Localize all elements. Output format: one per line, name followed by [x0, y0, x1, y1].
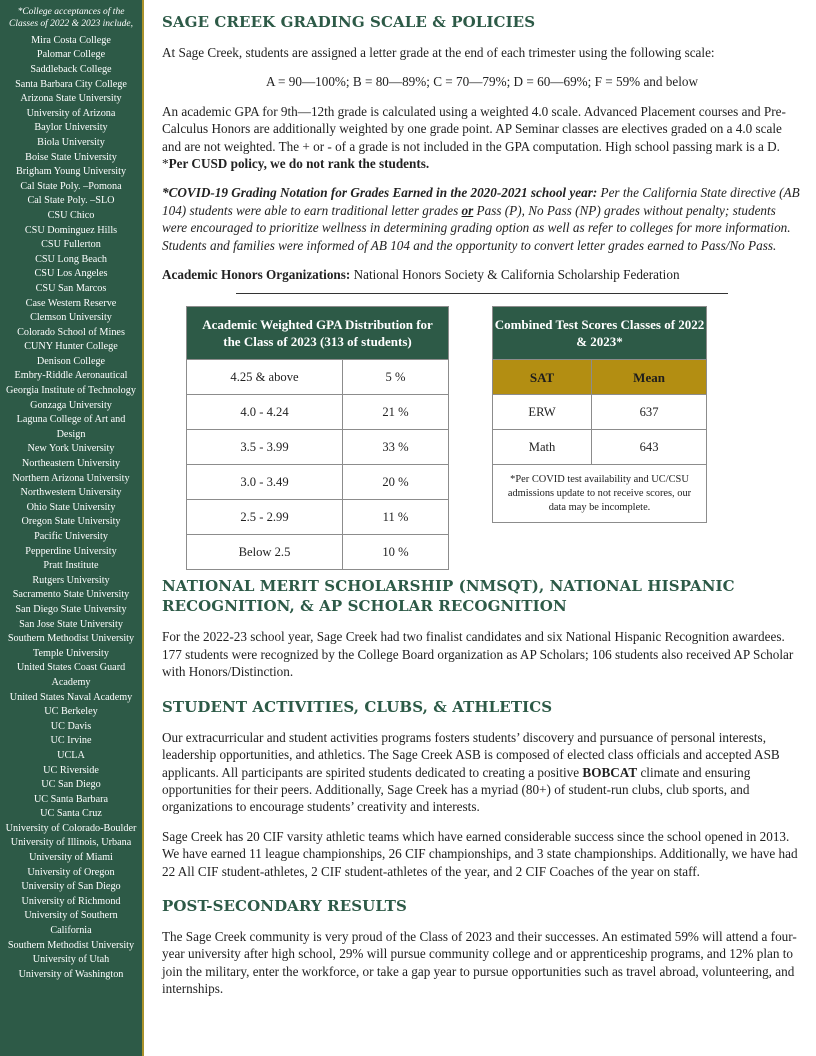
college-item: Pepperdine University — [25, 545, 117, 557]
honors-label: Academic Honors Organizations: — [162, 267, 351, 283]
grading-heading: SAGE CREEK GRADING SCALE & POLICIES — [162, 13, 536, 31]
college-item: University of Oregon — [27, 866, 115, 878]
college-acceptances-sidebar — [0, 0, 144, 1056]
college-item: Northern Arizona University — [12, 472, 130, 484]
tables-area — [162, 306, 802, 576]
table-row — [187, 500, 449, 535]
college-item: Case Western Reserve — [25, 297, 117, 309]
covid-text-1: Per the California State directive (AB 104) students were able to earn traditional letter grades — [162, 185, 800, 218]
gpa-percent-cell: 10 % — [343, 535, 449, 570]
table-row — [187, 465, 449, 500]
college-item: Sacramento State University — [12, 589, 130, 601]
test-col-sat: SAT — [493, 360, 592, 395]
gpa-policy-text: An academic GPA for 9th—12th grade is calculated using a weighted 4.0 scale. Advanced Placement courses and Pre-Calculus Honors are additionally weighted by one grade point. AP Seminar classes are electives graded on a 4.0 scale and are not weighted. The + or - of a grade is not included in the GPA computation. High school passing mark is a D. * — [162, 103, 786, 172]
college-item: Southern Methodist University — [7, 633, 135, 645]
college-item: Georgia Institute of Technology — [6, 385, 136, 397]
college-item: Rutgers University — [32, 574, 110, 586]
college-item: Santa Barbara City College — [15, 78, 127, 90]
gpa-percent-cell: 11 % — [343, 500, 449, 535]
section-divider — [236, 293, 728, 294]
college-item: UCLA — [57, 749, 85, 761]
college-item: University of Richmond — [21, 895, 121, 907]
test-mean-cell: 643 — [592, 430, 707, 465]
activities-text-a: Our extracurricular and student activities programs fosters students’ discovery and pursuance of personal interests, leadership opportunities, and athletics. The Sage Creek ASB is composed of elected class officials and accepted ASB applicants. All participants are spirited students dedicated to creating a positive — [162, 729, 780, 780]
table-row — [187, 430, 449, 465]
college-item: Cal State Poly. –Pomona — [20, 180, 122, 192]
postsecondary-heading: POST-SECONDARY RESULTS — [162, 896, 407, 915]
college-item: UC Santa Cruz — [40, 808, 102, 820]
college-item: Baylor University — [34, 122, 108, 134]
college-item: University of Washington — [18, 968, 124, 980]
college-item: University of Arizona — [26, 107, 116, 119]
college-item: University of Southern California — [24, 910, 118, 937]
gpa-percent-cell: 20 % — [343, 465, 449, 500]
college-item: Boise State University — [25, 151, 117, 163]
grading-intro: At Sage Creek, students are assigned a letter grade at the end of each trimester using the following scale: — [162, 45, 715, 60]
college-item: Oregon State University — [21, 516, 121, 528]
college-item: CUNY Hunter College — [24, 341, 118, 353]
gpa-percent-cell: 33 % — [343, 430, 449, 465]
covid-text-2: Pass (P), No Pass (NP) grades without penalty; students were encouraged to prioritize wellness in determining grading option as well as refer to colleges for more information. Students and families were informed of AB 104 and the opportunity to convert letter grades earned to Pass/No Pass. — [162, 202, 791, 253]
college-item: CSU Dominguez Hills — [24, 224, 118, 236]
college-item: Denison College — [36, 355, 106, 367]
college-item: Pratt Institute — [43, 560, 99, 572]
college-list — [0, 34, 142, 983]
college-item: New York University — [27, 443, 115, 455]
test-section-cell: Math — [493, 430, 592, 465]
activities-paragraph-1 — [162, 729, 802, 816]
gpa-range-cell: 4.0 - 4.24 — [187, 395, 343, 430]
test-col-mean: Mean — [592, 360, 707, 395]
college-item: UC Berkeley — [44, 706, 98, 718]
college-item: United States Naval Academy — [9, 691, 133, 703]
test-table-note: *Per COVID test availability and UC/CSU admissions update to not receive scores, our data may be incomplete. — [493, 465, 707, 523]
postsecondary-text: The Sage Creek community is very proud of the Class of 2023 and their successes. An estimated 59% will attend a four-year university after high school, 29% will pursue community college and or apprenticeship programs, and 12% plan to join the military, enter the workforce, or take a gap year to pursue opportunities such as travel abroad, volunteering, and internships. — [162, 928, 797, 997]
college-item: Colorado School of Mines — [17, 326, 125, 338]
college-item: Northeastern University — [21, 458, 121, 470]
gpa-range-cell: 4.25 & above — [187, 360, 343, 395]
college-item: Pacific University — [34, 531, 108, 542]
gpa-table-title: Academic Weighted GPA Distribution for the Class of 2023 (313 of students) — [187, 307, 449, 360]
college-item: UC Irvine — [50, 735, 92, 747]
college-item: Palomar College — [36, 49, 106, 61]
college-item: CSU San Marcos — [35, 282, 107, 294]
college-item: UC Santa Barbara — [33, 793, 109, 805]
college-item: Northwestern University — [20, 487, 122, 499]
college-item: Southern Methodist University — [7, 939, 135, 951]
test-table-title: Combined Test Scores Classes of 2022 & 2023* — [493, 307, 707, 360]
table-row — [493, 430, 707, 465]
college-item: University of San Diego — [21, 881, 121, 893]
college-item: University of Colorado-Boulder — [5, 822, 137, 834]
activities-text-b: climate and ensuring opportunities for their peers. Additionally, Sage Creek has a myriad (80+) of student-run clubs, club sports, and organizations to encourage students’ creativity and interests. — [162, 764, 751, 815]
college-item: Saddleback College — [30, 64, 112, 75]
honors-text: National Honors Society & California Scholarship Federation — [350, 267, 680, 283]
college-item: UC San Diego — [41, 779, 101, 791]
college-item: CSU Fullerton — [41, 239, 101, 251]
gpa-distribution-table — [186, 306, 449, 570]
college-item: Mira Costa College — [31, 34, 111, 46]
college-item: Embry-Riddle Aeronautical — [14, 370, 128, 382]
gpa-percent-cell: 5 % — [343, 360, 449, 395]
activities-paragraph-2: Sage Creek has 20 CIF varsity athletic teams which have earned considerable success since the school opened in 2013. We have earned 11 league championships, 26 CIF championships, and 3 state championships. Additionally, we have had 22 All CIF student-athletes, 2 CIF student-athletes of the year, and 2 CIF Coaches of the year on staff. — [162, 828, 798, 879]
covid-or: or — [461, 202, 474, 218]
bobcat-text: BOBCAT — [582, 764, 638, 780]
college-item: Ohio State University — [26, 501, 116, 513]
activities-heading: STUDENT ACTIVITIES, CLUBS, & ATHLETICS — [162, 697, 553, 716]
gpa-policy-bold: Per CUSD policy, we do not rank the students. — [168, 156, 430, 172]
test-section-cell: ERW — [493, 395, 592, 430]
college-item: UC Davis — [50, 720, 92, 732]
college-item: Gonzaga University — [30, 399, 112, 411]
main-content — [162, 12, 802, 998]
covid-notation — [162, 184, 802, 254]
college-item: San Diego State University — [15, 603, 127, 615]
gpa-range-cell: 2.5 - 2.99 — [187, 500, 343, 535]
merit-text: For the 2022-23 school year, Sage Creek had two finalist candidates and six National Hispanic Recognition awardees. 177 students were recognized by the College Board organization as AP Scholars; 106 students also received AP Scholar with Honors/Distinction. — [162, 629, 794, 680]
honors-organizations — [162, 266, 802, 283]
college-item: Cal State Poly. –SLO — [27, 195, 115, 207]
table-row — [187, 395, 449, 430]
college-item: Temple University — [33, 647, 109, 659]
college-item: UC Riverside — [43, 764, 99, 776]
covid-heading: *COVID-19 Grading Notation for Grades Earned in the 2020-2021 school year: — [162, 185, 598, 201]
sidebar-intro: *College acceptances of the Classes of 2022 & 2023 include, — [8, 7, 134, 30]
gpa-range-cell: 3.5 - 3.99 — [187, 430, 343, 465]
gpa-range-cell: 3.0 - 3.49 — [187, 465, 343, 500]
college-item: CSU Long Beach — [35, 253, 107, 265]
college-item: Biola University — [37, 136, 105, 148]
college-item: University of Illinois, Urbana — [10, 837, 132, 849]
college-item: University of Miami — [29, 852, 113, 864]
table-row — [187, 535, 449, 570]
college-item: Clemson University — [30, 312, 112, 324]
college-item: Laguna College of Art and Design — [16, 414, 126, 440]
table-row — [187, 360, 449, 395]
grading-scale: A = 90—100%; B = 80—89%; C = 70—79%; D = 60—69%; F = 59% and below — [265, 74, 699, 90]
gpa-policy — [162, 103, 802, 173]
college-item: San Jose State University — [19, 618, 123, 630]
college-item: University of Utah — [32, 954, 110, 966]
test-mean-cell: 637 — [592, 395, 707, 430]
gpa-range-cell: Below 2.5 — [187, 535, 343, 570]
college-item: Arizona State University — [20, 93, 122, 105]
test-scores-table — [492, 306, 707, 523]
table-row — [493, 395, 707, 430]
college-item: Brigham Young University — [15, 166, 127, 178]
gpa-percent-cell: 21 % — [343, 395, 449, 430]
merit-heading: NATIONAL MERIT SCHOLARSHIP (NMSQT), NATIONAL HISPANIC RECOGNITION, & AP SCHOLAR RECOGNITION — [162, 577, 735, 616]
college-item: CSU Chico — [47, 209, 95, 221]
college-item: CSU Los Angeles — [34, 268, 108, 280]
college-item: United States Coast Guard Academy — [16, 662, 126, 688]
